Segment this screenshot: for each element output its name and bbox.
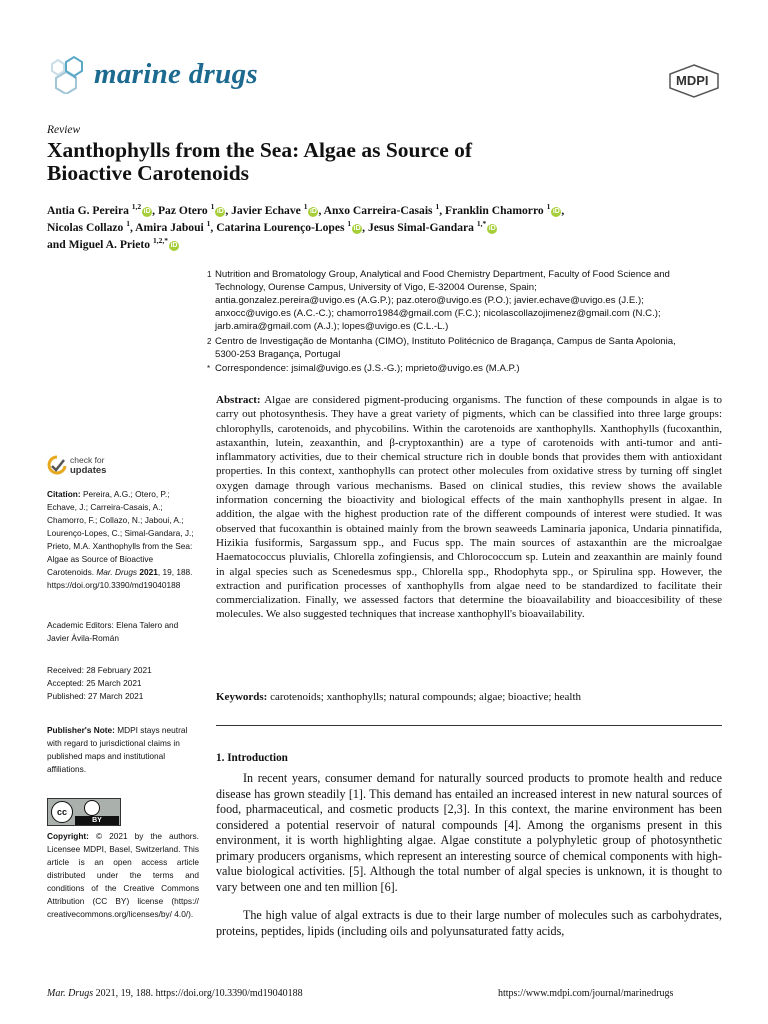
citation-doi[interactable]: , 19, 188. https://doi.org/10.3390/md19040188 xyxy=(47,567,193,590)
authors-line-2: Nicolas Collazo $^1$, Amira Jaboui $^1$, Catarina Lourenço-Lopes $^1$iD , Jesus Simal-Gandara $^{1,*}$iD xyxy=(47,219,496,234)
author-affiliation: 1 xyxy=(210,202,215,211)
section-heading: 1. Introduction xyxy=(216,752,288,764)
article-title xyxy=(47,139,607,185)
editors-line: Academic Editors: Elena Talero and xyxy=(47,620,179,630)
footer-doi[interactable]: 2021, 19, 188. https://doi.org/10.3390/md19040188 xyxy=(95,988,303,999)
author-affiliation: 1,2 xyxy=(131,202,142,211)
attribution-icon xyxy=(84,800,100,816)
author-name[interactable]: Anxo Carreira-Casais xyxy=(323,204,433,217)
check-updates-line2: updates xyxy=(70,465,107,476)
orcid-icon[interactable]: iD xyxy=(143,208,151,215)
author-list xyxy=(47,202,647,253)
published-date: Published: 27 March 2021 xyxy=(47,691,144,701)
citation-journal: Mar. Drugs xyxy=(96,567,138,577)
affiliation-line: jarb.amira@gmail.com (A.J.); lopes@uvigo.es (C.L.-L.) xyxy=(215,321,449,332)
cc-by-label: BY xyxy=(75,816,119,825)
article-type: Review xyxy=(47,124,81,136)
abstract-text: Algae are considered pigment-producing organisms. The function of these compounds in algae is to carry out photosynthesis. They have a great variety of pigments, which can be classified into three large groups: chlorophylls, carotenoids, and phycobilins. Within the carotenoids are xanthophylls. Xanthophylls (fucoxanthin, astaxanthin, lutein, zeaxanthin, and β-cryptoxanthin) are a type of carotenoids with anti-tumor and anti-inflammatory activities, due to their chemical structure rich in double bonds that provides them with antioxidant properties. In this context, xanthophylls can protect other molecules from oxidative stress by turning off singlet oxygen damage through various mechanisms. Based on clinical studies, this review shows the available information concerning the bioactivity and biological effects of the main xanthophylls present in algae. In addition, the algae with the highest production rate of the different compounds of interest were studied. It was observed that fucoxanthin is obtained mainly from the brown seaweeds Laminaria japonica, Undaria pinnatifida, Hizikia fusiformis, Sargassum spp., and Fucus spp. The main sources of astaxanthin are the microalgae Haematococcus pluvialis, Chlorella zofingiensis, and Chlorococcum sp. Lutein and zeaxanthin are mainly found in algal species such as Scenedesmus spp., Chlorella spp., Rhodophyta spp., or Spirulina spp. However, the extraction and purification processes of xanthophylls from algae need to be standardized to facilitate their commercialization. Finally, we assessed factors that determine the bioavailability and bioaccesibility of these molecules. We also suggested techniques that increase xanthophyll's bioavailability. xyxy=(216,394,722,621)
keywords xyxy=(216,690,722,704)
affiliation-number: 1 xyxy=(207,270,212,279)
orcid-icon[interactable]: iD xyxy=(309,208,317,215)
author-name[interactable]: Miguel A. Prieto xyxy=(68,238,151,251)
author-affiliation: 1 xyxy=(303,202,308,211)
affiliation-line: anxocc@uvigo.es (A.C.-C.); chamorro1984@gmail.com (F.C.); nicolascollazojimenez@gmail.com (N.C.); xyxy=(215,308,661,319)
abstract xyxy=(216,393,722,622)
orcid-icon[interactable]: iD xyxy=(170,242,178,249)
journal-name: marine drugs xyxy=(94,58,258,90)
publisher-note xyxy=(47,724,199,776)
affiliation-line: 5300-253 Bragança, Portugal xyxy=(215,349,341,360)
author-name[interactable]: Amira Jaboui xyxy=(135,221,204,234)
dates-block xyxy=(47,664,199,703)
mdpi-logo-text: MDPI xyxy=(676,73,709,88)
affiliation-line: Technology, Ourense Campus, University of Vigo, E-32004 Ourense, Spain; xyxy=(215,282,537,293)
author-name[interactable]: Antia G. Pereira xyxy=(47,204,129,217)
author-affiliation: 1 xyxy=(206,219,211,228)
journal-logo-icon xyxy=(48,52,90,98)
footer-journal: Mar. Drugs xyxy=(47,988,94,999)
citation-year: 2021 xyxy=(139,567,158,577)
author-name[interactable]: Jesus Simal-Gandara xyxy=(367,221,474,234)
publisher-note-text: MDPI stays neutral with regard to jurisdictional claims in published maps and institutional affiliations. xyxy=(47,725,188,774)
affiliation-number: 2 xyxy=(207,337,212,346)
affiliation-line: Nutrition and Bromatology Group, Analytical and Food Chemistry Department, Faculty of Food Science and xyxy=(215,269,670,280)
affiliation-number: * xyxy=(207,364,211,373)
mdpi-logo xyxy=(668,64,720,102)
check-updates-icon xyxy=(47,455,67,477)
authors-line-3 xyxy=(47,236,647,253)
author-affiliation: 1 xyxy=(347,219,352,228)
cc-icon: cc xyxy=(51,801,73,823)
author-name[interactable]: Franklin Chamorro xyxy=(445,204,544,217)
copyright-label: Copyright: xyxy=(47,831,89,841)
intro-paragraph-2: The high value of algal extracts is due to their large number of molecules such as carbohydrates, proteins, peptides, lipids (including oils and polyunsaturated fatty acids, xyxy=(216,908,722,938)
affiliation-1 xyxy=(207,268,725,333)
orcid-icon[interactable]: iD xyxy=(488,225,496,232)
intro-paragraph-1: In recent years, consumer demand for naturally sourced products to promote health and reduce disease has grown steadily [1]. This demand has entailed an increased interest in new natural sources of food, pharmaceutical, and cosmetic products [2,3]. In this context, the marine environment has been considered a potential reservoir of natural compounds [4]. Among the organisms present in this environment, it is worth highlighting algae. Algae constitute a polyphyletic group of photosynthetic primary producers organisms, which represent an interesting source of chemical components with high-value biological activities. [5]. Although the total number of algal species is unknown, it is thought to vary between one and ten million [6]. xyxy=(216,771,722,894)
citation-block xyxy=(47,488,199,592)
orcid-icon[interactable]: iD xyxy=(353,225,361,232)
accepted-date: Accepted: 25 March 2021 xyxy=(47,678,142,688)
footer-citation xyxy=(47,988,303,999)
affiliation-line: Centro de Investigação de Montanha (CIMO), Instituto Politécnico de Bragança, Campus de Santa Apolonia, xyxy=(215,336,676,347)
author-name[interactable]: Javier Echave xyxy=(231,204,301,217)
received-date: Received: 28 February 2021 xyxy=(47,665,152,675)
copyright-block xyxy=(47,830,199,921)
orcid-icon[interactable]: iD xyxy=(552,208,560,215)
author-affiliation: 1,* xyxy=(476,219,487,228)
copyright-text: © 2021 by the authors. Licensee MDPI, Basel, Switzerland. This article is an open access article distributed under the terms and conditions of the Creative Commons Attribution (CC BY) license (https:// creativecommons.org/licenses/by/ 4.0/). xyxy=(47,831,199,919)
affiliation-2 xyxy=(207,335,725,361)
author-affiliation: 1 xyxy=(546,202,551,211)
author-name[interactable]: Nicolas Collazo xyxy=(47,221,124,234)
citation-text: Pereira, A.G.; Otero, P.; Echave, J.; Carreira-Casais, A.; Chamorro, F.; Collazo, N.; Jaboui, A.; Lourenço-Lopes, C.; Simal-Gandara, J.; Prieto, M.A. Xanthophylls from the Sea: Algae as Source of Bioactive Carotenoids. xyxy=(47,489,194,577)
title-line-2: Bioactive Carotenoids xyxy=(47,161,250,185)
citation-label: Citation: xyxy=(47,489,81,499)
author-name[interactable]: Paz Otero xyxy=(157,204,208,217)
cc-by-license-badge[interactable] xyxy=(47,798,121,826)
correspondence xyxy=(207,362,725,375)
author-affiliation: 1 xyxy=(126,219,130,228)
academic-editors xyxy=(47,619,199,645)
abstract-label: Abstract: xyxy=(216,394,261,406)
section-divider xyxy=(216,725,722,726)
keywords-label: Keywords: xyxy=(216,691,268,703)
title-line-1: Xanthophylls from the Sea: Algae as Source of xyxy=(47,138,473,162)
authors-line-1: Antia G. Pereira $^{1,2}$iD , Paz Otero $^1$iD , Javier Echave $^1$iD , Anxo Carreira-Casais $^1$, Franklin Chamorro $^1$iD , xyxy=(47,202,565,217)
affiliation-line: Correspondence: jsimal@uvigo.es (J.S.-G.); mprieto@uvigo.es (M.A.P.) xyxy=(215,363,520,374)
author-conjunction: and xyxy=(47,238,66,251)
check-updates-line1: check for xyxy=(70,455,105,465)
publisher-note-label: Publisher's Note: xyxy=(47,725,115,735)
affiliation-line: antia.gonzalez.pereira@uvigo.es (A.G.P.); paz.otero@uvigo.es (P.O.); javier.echave@uvigo.es (J.E.); xyxy=(215,295,644,306)
author-affiliation: 1 xyxy=(435,202,440,211)
orcid-icon[interactable]: iD xyxy=(216,208,224,215)
footer-journal-url[interactable]: https://www.mdpi.com/journal/marinedrugs xyxy=(498,988,674,999)
keywords-text: carotenoids; xanthophylls; natural compounds; algae; bioactive; health xyxy=(270,691,582,703)
editors-line: Javier Ávila-Román xyxy=(47,633,119,643)
author-name[interactable]: Catarina Lourenço-Lopes xyxy=(216,221,345,234)
author-affiliation: 1,2,* xyxy=(152,236,168,245)
